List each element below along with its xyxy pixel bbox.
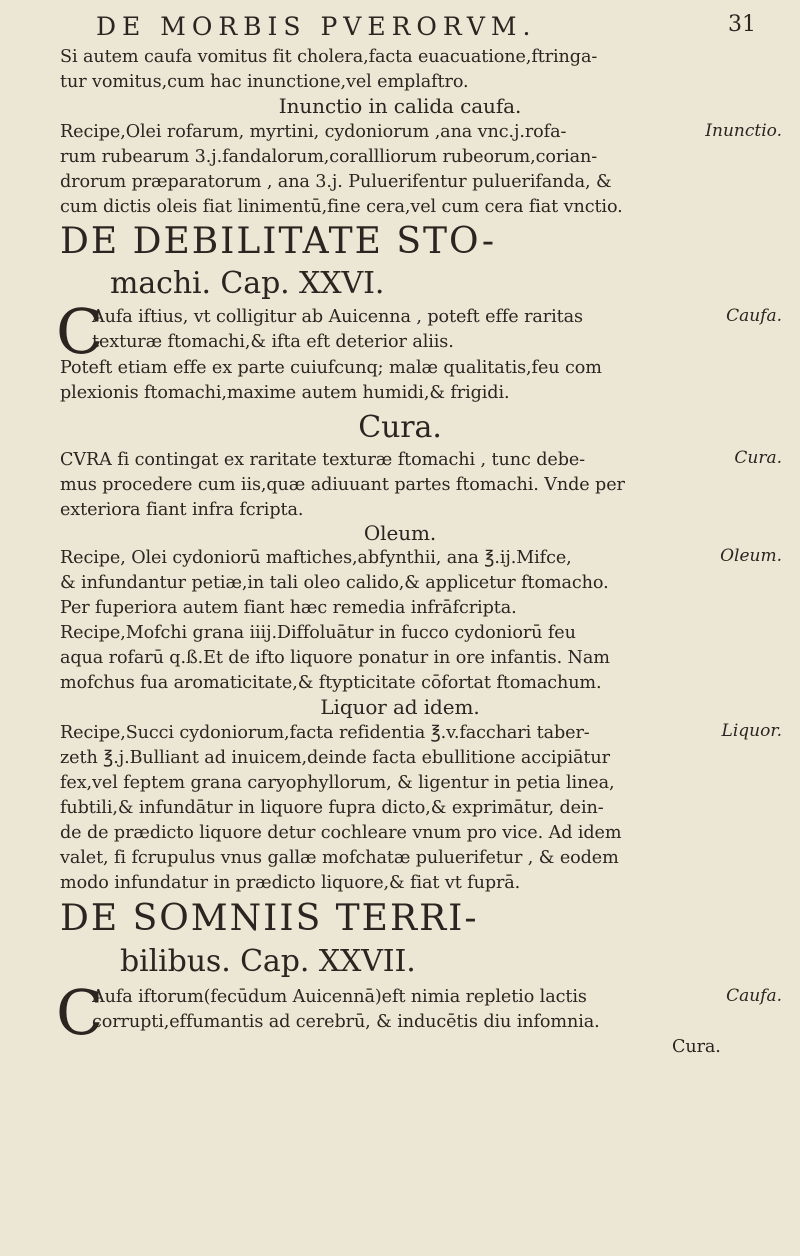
running-head bbox=[96, 12, 756, 44]
text-line: valet, fi fcrupulus vnus gallæ mofchatæ puluerifetur , & eodem bbox=[60, 848, 619, 868]
chapter-title: DE SOMNIIS TERRI- bbox=[60, 898, 479, 939]
drop-cap: C bbox=[56, 976, 104, 1049]
margin-note: Inunctio. bbox=[705, 121, 782, 141]
text-line: fubtili,& infundātur in liquore fupra dicto,& exprimātur, dein- bbox=[60, 798, 604, 818]
text-line: Recipe,Succi cydoniorum,facta refidentia ℥.v.facchari taber- bbox=[60, 723, 590, 743]
text-line: fex,vel feptem grana caryophyllorum, & ligentur in petia linea, bbox=[60, 773, 615, 793]
drop-cap: C bbox=[56, 295, 104, 368]
text-line: Si autem caufa vomitus fit cholera,facta euacuatione,ftringa- bbox=[60, 47, 598, 67]
text-line: Aufa iftorum(fecūdum Auicennā)eft nimia repletio lactis bbox=[92, 987, 587, 1007]
text-line: Per fuperiora autem fiant hæc remedia infrāfcripta. bbox=[60, 598, 517, 618]
margin-note: Cura. bbox=[734, 448, 782, 468]
text-line: Recipe,Mofchi grana iiij.Diffoluātur in fucco cydoniorū feu bbox=[60, 623, 576, 643]
text-line: de de prædicto liquore detur cochleare vnum pro vice. Ad idem bbox=[60, 823, 622, 843]
running-title: DE MORBIS PVERORVM. bbox=[96, 12, 537, 41]
text-line: & infundantur petiæ,in tali oleo calido,& applicetur ftomacho. bbox=[60, 573, 609, 593]
text-line: Recipe,Olei rofarum, myrtini, cydoniorum ,ana vnc.j.rofa- bbox=[60, 122, 567, 142]
margin-note: Oleum. bbox=[720, 546, 782, 566]
chapter-title: DE DEBILITATE STO- bbox=[60, 221, 497, 262]
section-heading: Liquor ad idem. bbox=[320, 695, 480, 719]
section-heading: Cura. bbox=[358, 410, 442, 445]
text-line: corrupti,effumantis ad cerebrū, & inducētis diu infomnia. bbox=[92, 1012, 600, 1032]
text-line: Poteft etiam effe ex parte cuiufcunq; malæ qualitatis,feu com bbox=[60, 358, 602, 378]
section-heading: Oleum. bbox=[363, 521, 437, 545]
text-line: CVRA fi contingat ex raritate texturæ ftomachi , tunc debe- bbox=[60, 450, 586, 470]
text-line: mus procedere cum iis,quæ adiuuant partes ftomachi. Vnde per bbox=[60, 475, 625, 495]
margin-note: Liquor. bbox=[721, 721, 782, 741]
page-number: 31 bbox=[728, 12, 756, 37]
text-line: Recipe, Olei cydoniorū maftiches,abfynthii, ana ℥.ij.Mifce, bbox=[60, 548, 572, 568]
text-line: modo infundatur in prædicto liquore,& fiat vt fuprā. bbox=[60, 873, 521, 893]
catchword: Cura. bbox=[672, 1037, 721, 1057]
margin-note: Caufa. bbox=[726, 986, 782, 1006]
text-line: zeth ℥.j.Bulliant ad inuicem,deinde facta ebullitione accipiātur bbox=[60, 748, 610, 768]
section-heading: Inunctio in calida caufa. bbox=[278, 94, 522, 118]
chapter-subtitle: bilibus. Cap. XXVII. bbox=[120, 944, 416, 979]
text-line: exteriora fiant infra fcripta. bbox=[60, 500, 304, 520]
text-line: aqua rofarū q.ß.Et de ifto liquore ponatur in ore infantis. Nam bbox=[60, 648, 610, 668]
text-line: plexionis ftomachi,maxime autem humidi,& frigidi. bbox=[60, 383, 510, 403]
text-line: tur vomitus,cum hac inunctione,vel emplaftro. bbox=[60, 72, 469, 92]
margin-note: Caufa. bbox=[726, 306, 782, 326]
text-line: mofchus fua aromaticitate,& ftypticitate cōfortat ftomachum. bbox=[60, 673, 602, 693]
text-line: drorum præparatorum , ana 3.j. Puluerifentur puluerifanda, & bbox=[60, 172, 612, 192]
text-line: rum rubearum 3.j.fandalorum,corallliorum rubeorum,corian- bbox=[60, 147, 598, 167]
chapter-subtitle: machi. Cap. XXVI. bbox=[110, 266, 385, 301]
text-line: Aufa iftius, vt colligitur ab Auicenna , poteft effe raritas bbox=[92, 307, 583, 327]
text-line: cum dictis oleis fiat linimentū,fine cera,vel cum cera fiat vnctio. bbox=[60, 197, 623, 217]
text-line: texturæ ftomachi,& ifta eft deterior aliis. bbox=[92, 332, 454, 352]
